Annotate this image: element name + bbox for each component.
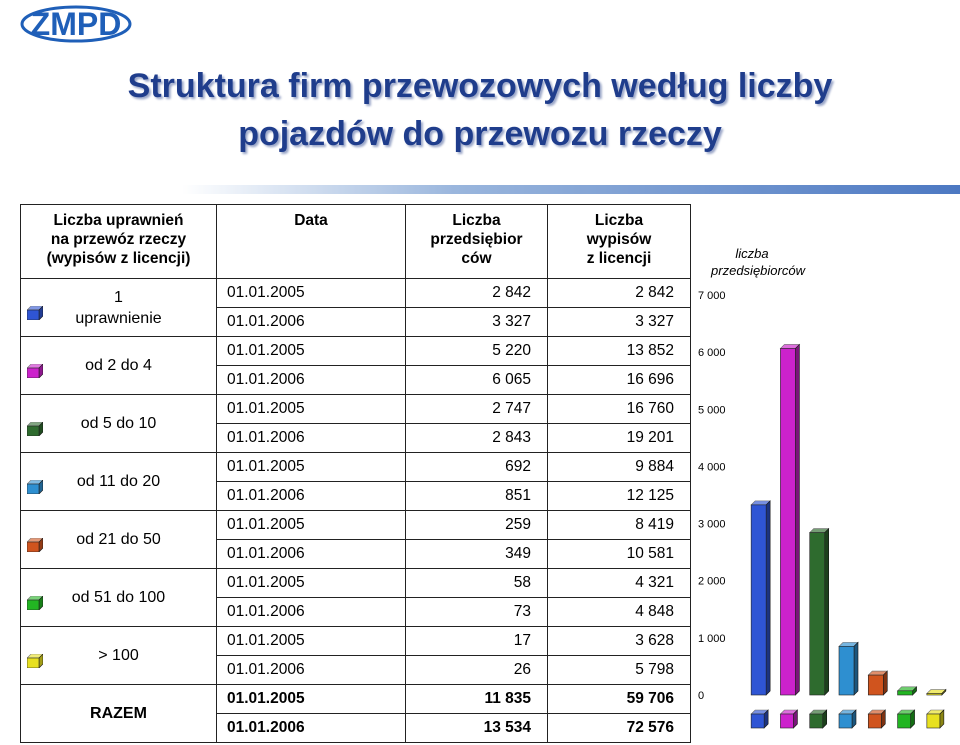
date-cell: 01.01.2006 <box>217 482 406 511</box>
companies-cell: 349 <box>406 540 548 569</box>
date-cell: 01.01.2006 <box>217 424 406 453</box>
header-companies-line2: przedsiębior <box>430 231 523 248</box>
category-cube-icon <box>868 714 881 728</box>
companies-cell: 3 327 <box>406 308 548 337</box>
category-label-line: 1 <box>114 288 123 306</box>
category-label-line: > 100 <box>98 647 139 664</box>
header-companies-line1: Liczba <box>452 212 501 229</box>
date-cell: 01.01.2005 <box>217 337 406 366</box>
companies-cell: 2 747 <box>406 395 548 424</box>
extracts-cell: 2 842 <box>548 279 691 308</box>
date-cell: 01.01.2005 <box>217 279 406 308</box>
date-cell: 01.01.2006 <box>217 714 406 743</box>
legend-cube-icon <box>27 306 43 320</box>
date-cell: 01.01.2006 <box>217 540 406 569</box>
companies-cell: 26 <box>406 656 548 685</box>
extracts-cell: 3 628 <box>548 627 691 656</box>
extracts-cell: 3 327 <box>548 308 691 337</box>
total-label <box>21 685 217 743</box>
extracts-cell: 5 798 <box>548 656 691 685</box>
companies-cell: 5 220 <box>406 337 548 366</box>
header-extracts-line1: Liczba <box>594 212 644 229</box>
bar-side <box>883 671 887 695</box>
category-cube-icon <box>780 714 793 728</box>
extracts-cell: 59 706 <box>548 685 691 714</box>
page-title-line1: Struktura firm przewozowych według liczby <box>127 67 833 105</box>
chart-title-line1: liczba <box>735 246 769 261</box>
companies-cell: 17 <box>406 627 548 656</box>
zmpd-logo <box>20 4 132 44</box>
bar-side <box>766 501 770 695</box>
date-cell: 01.01.2005 <box>217 511 406 540</box>
extracts-cell: 19 201 <box>548 424 691 453</box>
category-label <box>21 627 217 685</box>
header-date: Data <box>217 205 406 279</box>
logo-text: ZMPD <box>30 6 122 42</box>
bar <box>810 533 825 695</box>
extracts-cell: 8 419 <box>548 511 691 540</box>
bar <box>751 505 766 695</box>
header-companies <box>406 205 548 279</box>
category-label <box>21 569 217 627</box>
bar <box>868 675 883 695</box>
y-tick-label: 4 000 <box>698 461 726 474</box>
table-row <box>21 453 691 482</box>
header-extracts <box>548 205 691 279</box>
extracts-cell: 72 576 <box>548 714 691 743</box>
header-extracts-line3: z licencji <box>586 250 652 267</box>
date-cell: 01.01.2006 <box>217 598 406 627</box>
companies-cell: 851 <box>406 482 548 511</box>
table-row <box>21 511 691 540</box>
table-row <box>21 337 691 366</box>
total-row <box>21 685 691 714</box>
date-cell: 01.01.2006 <box>217 366 406 395</box>
legend-cube-icon <box>27 364 43 378</box>
companies-cell: 692 <box>406 453 548 482</box>
bar <box>839 646 854 695</box>
companies-cell: 2 843 <box>406 424 548 453</box>
y-tick-label: 5 000 <box>698 404 726 417</box>
y-tick-label: 6 000 <box>698 347 726 360</box>
data-table <box>20 204 691 743</box>
category-cube-icon <box>927 714 940 728</box>
y-tick-label: 0 <box>698 690 705 702</box>
category-label <box>21 337 217 395</box>
extracts-cell: 16 696 <box>548 366 691 395</box>
date-cell: 01.01.2005 <box>217 569 406 598</box>
bar <box>780 348 795 695</box>
extracts-cell: 4 848 <box>548 598 691 627</box>
category-cube-icon <box>751 714 764 728</box>
companies-cell: 11 835 <box>406 685 548 714</box>
bar-side <box>825 529 829 695</box>
table-row <box>21 569 691 598</box>
header-extracts-line2: wypisów <box>586 231 652 248</box>
extracts-cell: 13 852 <box>548 337 691 366</box>
bar <box>927 694 942 695</box>
extracts-cell: 4 321 <box>548 569 691 598</box>
category-label-line: od 11 do 20 <box>76 473 161 490</box>
extracts-cell: 12 125 <box>548 482 691 511</box>
companies-cell: 6 065 <box>406 366 548 395</box>
companies-cell: 2 842 <box>406 279 548 308</box>
table-row <box>21 395 691 424</box>
category-label <box>21 511 217 569</box>
header-category-line3: (wypisów z licencji) <box>46 250 191 267</box>
companies-cell: 13 534 <box>406 714 548 743</box>
bar-side <box>795 344 799 695</box>
category-cube-icon <box>898 714 911 728</box>
category-label <box>21 453 217 511</box>
legend-cube-icon <box>27 480 43 494</box>
category-label-line: uprawnienie <box>75 309 162 327</box>
date-cell: 01.01.2005 <box>217 685 406 714</box>
y-tick-label: 7 000 <box>698 290 726 302</box>
y-tick-label: 1 000 <box>698 632 726 645</box>
legend-cube-icon <box>27 538 43 552</box>
table-row <box>21 279 691 308</box>
table-row <box>21 627 691 656</box>
header-category-line1: Liczba uprawnień <box>53 212 184 229</box>
legend-cube-icon <box>27 654 43 668</box>
header-companies-line3: ców <box>461 250 492 267</box>
date-cell: 01.01.2005 <box>217 627 406 656</box>
bar <box>898 691 913 695</box>
header-category <box>21 205 217 279</box>
companies-cell: 259 <box>406 511 548 540</box>
page-title-line2: pojazdów do przewozu rzeczy <box>238 115 722 153</box>
category-label <box>21 395 217 453</box>
category-label-line: od 21 do 50 <box>76 531 161 548</box>
chart-title-line2: przedsiębiorców <box>711 263 805 278</box>
companies-bar-chart <box>690 238 960 745</box>
date-cell: 01.01.2005 <box>217 453 406 482</box>
header-category-line2: na przewóz rzeczy <box>50 231 187 248</box>
companies-cell: 58 <box>406 569 548 598</box>
category-cube-icon <box>839 714 852 728</box>
category-label-line: od 5 do 10 <box>80 415 157 432</box>
y-tick-label: 3 000 <box>698 518 726 531</box>
date-cell: 01.01.2005 <box>217 395 406 424</box>
date-cell: 01.01.2006 <box>217 308 406 337</box>
legend-cube-icon <box>27 422 43 436</box>
category-label-line: od 51 do 100 <box>71 589 166 606</box>
category-cube-icon <box>810 714 823 728</box>
date-cell: 01.01.2006 <box>217 656 406 685</box>
legend-cube-icon <box>27 596 43 610</box>
companies-cell: 73 <box>406 598 548 627</box>
bar-side <box>854 642 858 695</box>
extracts-cell: 9 884 <box>548 453 691 482</box>
category-label-line: od 2 do 4 <box>85 357 152 374</box>
category-label <box>21 279 217 337</box>
title-divider <box>182 185 960 194</box>
total-label-text: RAZEM <box>90 705 147 722</box>
extracts-cell: 10 581 <box>548 540 691 569</box>
table-header-row <box>21 205 691 279</box>
extracts-cell: 16 760 <box>548 395 691 424</box>
y-tick-label: 2 000 <box>698 575 726 588</box>
